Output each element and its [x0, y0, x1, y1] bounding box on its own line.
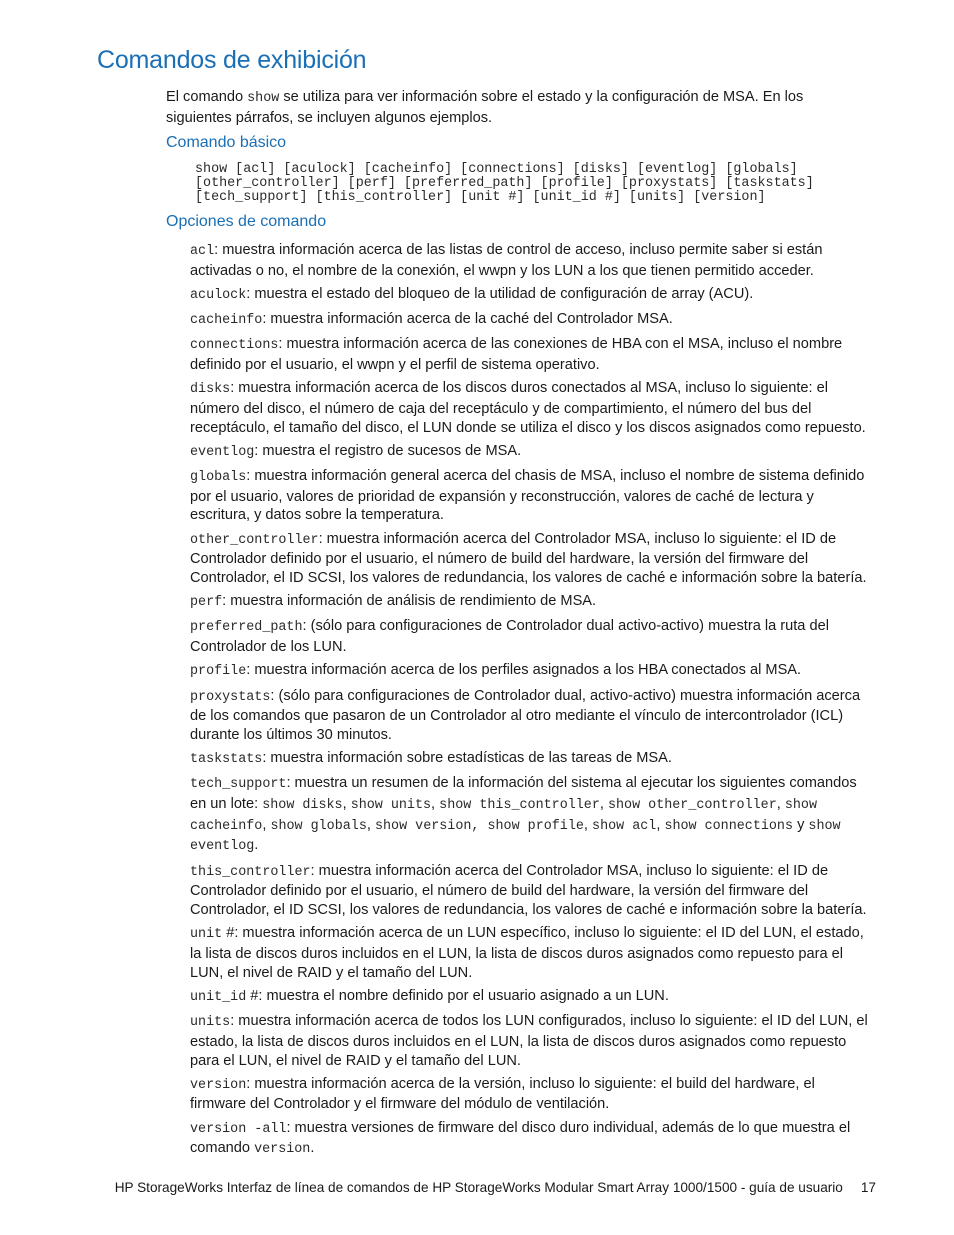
command-options-heading: Opciones de comando	[166, 213, 327, 230]
inline-text: ,	[342, 796, 351, 813]
option-command: profile	[190, 664, 247, 680]
inline-command: show units	[350, 798, 432, 814]
option-command: disks	[190, 382, 231, 398]
option-item	[190, 774, 874, 857]
option-item	[190, 442, 874, 463]
option-item	[190, 241, 874, 280]
inline-command: show acl	[592, 818, 657, 834]
option-command: unit	[190, 927, 223, 943]
command-syntax-block	[195, 163, 814, 206]
inline-command: version	[254, 1142, 311, 1158]
inline-text: ,	[599, 796, 608, 813]
option-command: eventlog	[190, 444, 255, 460]
inline-text: ,	[656, 816, 665, 833]
option-description: : muestra información acerca de la caché del Controlador MSA.	[262, 311, 673, 328]
option-description: #: muestra información acerca de un LUN específico, incluso lo siguiente: el ID del LUN, el estado, la lista de discos duros incluidos en el LUN, la lista de discos duros asignados como repuesto para el LUN, el nivel de RAID y el tamaño del LUN.	[190, 925, 864, 981]
option-item	[190, 862, 874, 920]
option-item	[190, 467, 874, 525]
inline-command: show this_controller	[439, 798, 600, 814]
inline-command: show disks	[262, 798, 343, 814]
option-description: : muestra información acerca del Controlador MSA, incluso lo siguiente: el ID de Controlador definido por el usuario, el número de build del hardware, la versión del firmware del Controlador, el ID SCSI, los valores de redundancia, los valores de caché e información sobre la batería.	[190, 530, 867, 587]
inline-text: ,	[583, 816, 593, 833]
inline-command: show eventlog	[190, 818, 841, 855]
option-description: : muestra información acerca de la versión, incluso lo siguiente: el build del hardware, el firmware del Controlador y el firmware del módulo de ventilación.	[190, 1075, 815, 1113]
option-command: preferred_path	[190, 620, 303, 636]
option-description: : muestra información acerca de las listas de control de acceso, incluso permite saber si están activadas o no, el nombre de la conexión, el wwpn y los LUN a los que tienen permitido acceder.	[190, 242, 823, 279]
option-command: aculock	[190, 287, 247, 303]
option-item	[190, 1012, 874, 1070]
command-options-list	[190, 241, 874, 1165]
option-command: perf	[190, 595, 223, 611]
option-description: : (sólo para configuraciones de Controlador dual, activo-activo) muestra información acerca de los comandos que pasaron de un Controlador al otro mediante el vínculo de intercontrolador (ICL) durante los últimos 30 minutos.	[190, 687, 861, 743]
option-command: connections	[190, 338, 279, 354]
syntax-line: [other_controller] [perf] [preferred_path] [profile] [proxystats] [taskstats]	[195, 176, 814, 192]
option-description: #: muestra el nombre definido por el usuario asignado a un LUN.	[246, 987, 669, 1004]
intro-text-1: El comando	[166, 89, 248, 105]
option-command: acl	[190, 244, 215, 259]
option-item	[190, 285, 874, 306]
basic-command-heading: Comando básico	[166, 134, 287, 151]
option-command: taskstats	[190, 752, 263, 768]
option-item	[190, 1075, 874, 1114]
inline-text: ,	[431, 796, 440, 813]
option-description: : muestra información de análisis de rendimiento de MSA.	[222, 593, 597, 610]
option-command: units	[190, 1015, 231, 1031]
inline-command: show connections	[664, 818, 794, 834]
option-item	[190, 335, 874, 374]
footer-title: HP StorageWorks Interfaz de línea de comandos de HP StorageWorks Modular Smart Array 1000/1500 - guía de usuario	[114, 1180, 843, 1195]
option-item	[190, 749, 874, 770]
option-item	[190, 617, 874, 656]
option-item	[190, 687, 874, 745]
option-item	[190, 924, 874, 982]
intro-paragraph	[166, 88, 856, 127]
option-item	[190, 661, 874, 682]
syntax-line: show [acl] [aculock] [cacheinfo] [connections] [disks] [eventlog] [globals]	[195, 162, 798, 177]
inline-text: .	[310, 1140, 315, 1157]
option-description: : muestra un resumen de la información del sistema al ejecutar los siguientes comandos en un lote:	[190, 775, 857, 813]
inline-command: show version, show profile	[374, 818, 584, 834]
option-command: other_controller	[190, 532, 319, 548]
page-title: Comandos de exhibición	[97, 46, 367, 74]
intro-code-show: show	[247, 91, 280, 106]
option-command: cacheinfo	[190, 313, 263, 329]
option-description: : muestra información acerca del Controlador MSA, incluso lo siguiente: el ID de Controlador definido por el usuario, el número de build del hardware, la versión del firmware del Controlador, el ID SCSI, los valores de redundancia, los valores de caché e información sobre la batería.	[190, 862, 867, 919]
option-item	[190, 592, 874, 613]
page-number: 17	[860, 1180, 876, 1195]
option-description: : muestra información acerca de los perfiles asignados a los HBA conectados al MSA.	[246, 662, 802, 679]
inline-command: show cacheinfo	[190, 798, 817, 834]
inline-text: ,	[262, 816, 271, 833]
inline-text: ,	[366, 816, 375, 833]
inline-text: y	[793, 816, 809, 833]
option-description: : muestra versiones de firmware del disco duro individual, además de lo que muestra el comando	[190, 1119, 851, 1157]
option-description: : muestra información general acerca del chasis de MSA, incluso el nombre de sistema definido por el usuario, valores de prioridad de expansión y reconstrucción, valores de caché de lectura y escritura, y datos sobre la temperatura.	[190, 468, 865, 524]
option-description: : (sólo para configuraciones de Controlador dual activo-activo) muestra la ruta del Controlador de los LUN.	[190, 618, 829, 656]
option-command: version	[190, 1077, 247, 1093]
option-command: tech_support	[190, 777, 287, 793]
option-item	[190, 987, 874, 1008]
option-item	[190, 379, 874, 437]
option-description: : muestra información sobre estadísticas de las tareas de MSA.	[262, 750, 672, 767]
option-description: : muestra el estado del bloqueo de la utilidad de configuración de array (ACU).	[246, 285, 754, 302]
option-item	[190, 530, 874, 588]
inline-text: ,	[776, 796, 785, 813]
option-item	[190, 1119, 874, 1160]
inline-command: show other_controller	[607, 798, 777, 814]
option-command: version -all	[190, 1121, 287, 1137]
option-description: : muestra el registro de sucesos de MSA.	[254, 442, 522, 459]
syntax-line: [tech_support] [this_controller] [unit #] [unit_id #] [units] [version]	[195, 190, 766, 206]
option-description: : muestra información acerca de todos los LUN configurados, incluso lo siguiente: el ID del LUN, el estado, la lista de discos duros incluidos en el LUN, la lista de discos duros asignados como repuesto para el LUN, el nivel de RAID y el tamaño del LUN.	[190, 1013, 868, 1069]
option-item	[190, 310, 874, 331]
option-command: proxystats	[190, 689, 271, 705]
inline-text: .	[254, 837, 259, 854]
option-command: globals	[190, 470, 247, 486]
option-description: : muestra información acerca de las conexiones de HBA con el MSA, incluso el nombre definido por el usuario, el wwpn y el perfil de sistema operativo.	[190, 336, 843, 374]
inline-command: show globals	[270, 818, 367, 834]
option-description: : muestra información acerca de los discos duros conectados al MSA, incluso lo siguiente: el número del disco, el número de caja del receptáculo y de compartimiento, el número del bus del receptáculo, el tamaño del disco, el LUN donde se utiliza el disco y los discos asignados como repuesto.	[190, 380, 866, 436]
intro-text-2: se utiliza para ver información sobre el estado y la configuración de MSA. En los siguientes párrafos, se incluyen algunos ejemplos.	[166, 89, 804, 126]
option-command: unit_id	[190, 989, 247, 1005]
option-command: this_controller	[190, 864, 311, 880]
page-footer	[115, 1180, 876, 1195]
